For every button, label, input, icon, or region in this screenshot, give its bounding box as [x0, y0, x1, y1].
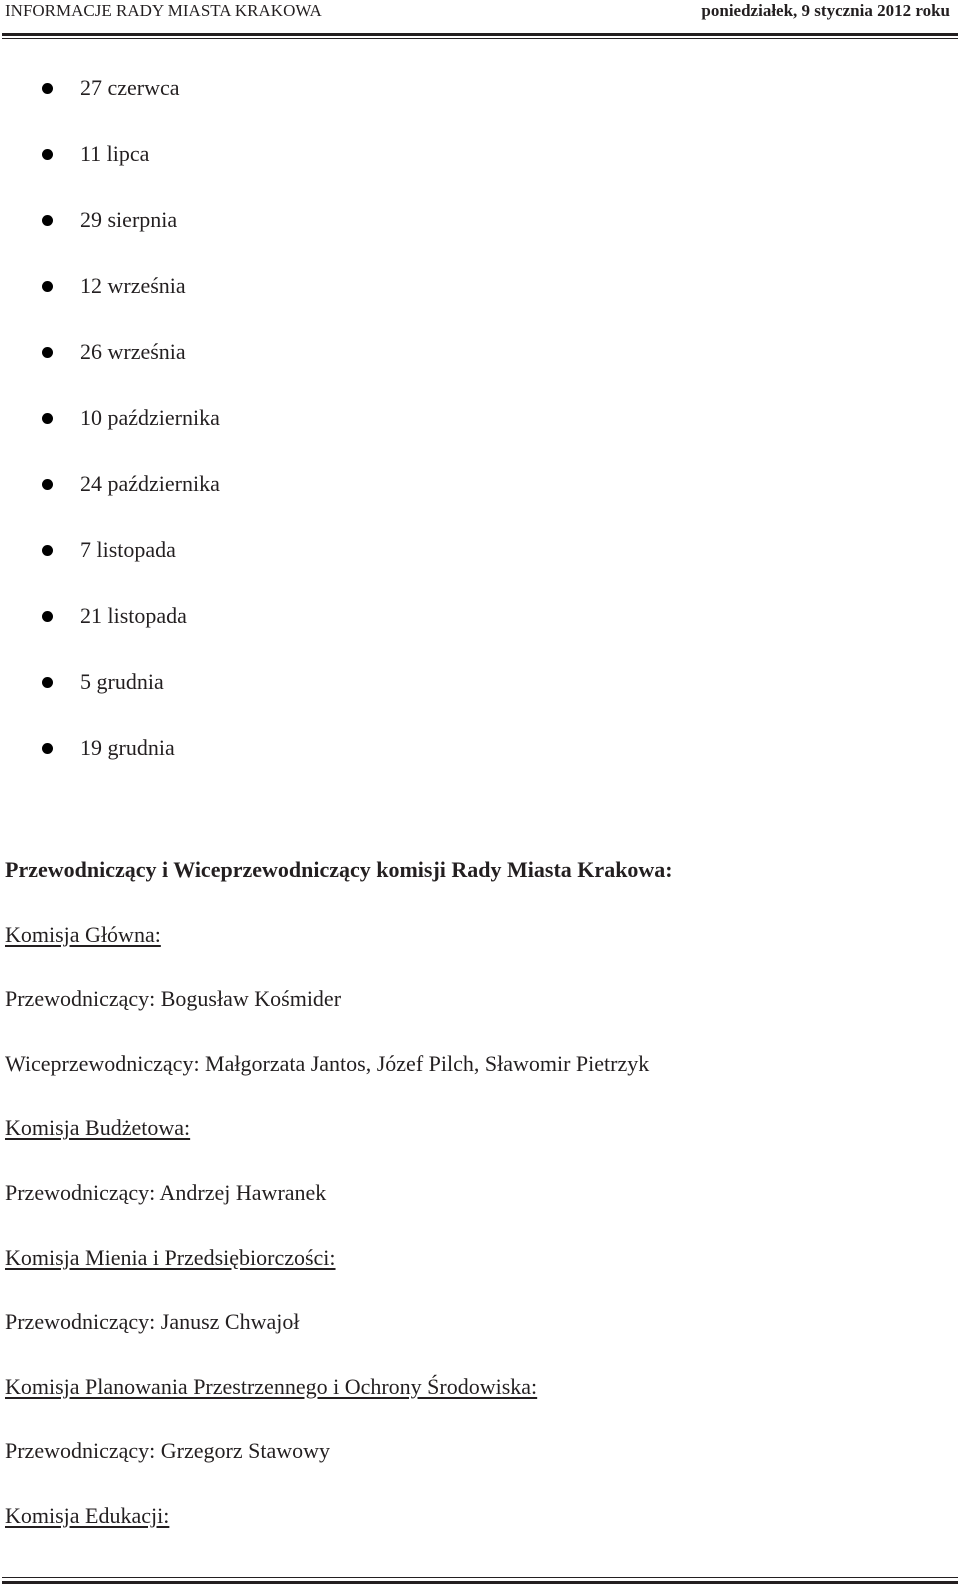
bullet-icon [42, 215, 53, 226]
date-text: 29 sierpnia [80, 207, 178, 232]
officers-text: Przewodniczący: Bogusław Kośmider [5, 986, 342, 1012]
date-text: 27 czerwca [80, 75, 180, 100]
committee-name [5, 1494, 945, 1559]
bullet-icon [42, 743, 53, 754]
committee-name [5, 913, 945, 978]
bullet-icon [42, 677, 53, 688]
bullet-icon [42, 347, 53, 358]
committee-name [5, 1106, 945, 1171]
header-rule [2, 33, 958, 36]
bullet-icon [42, 83, 53, 94]
bullet-icon [42, 545, 53, 556]
committee-name-text: Komisja Mienia i Przedsiębiorczości: [5, 1244, 336, 1270]
date-text: 11 lipca [80, 141, 150, 166]
date-text: 12 września [80, 273, 186, 298]
date-text: 5 grudnia [80, 669, 164, 694]
header-date: poniedziałek, 9 stycznia 2012 roku [701, 1, 950, 20]
committee-name-text: Komisja Planowania Przestrzennego i Ochrony Środowiska: [5, 1373, 538, 1399]
bullet-icon [42, 281, 53, 292]
footer-rule-thin [2, 1577, 958, 1578]
committee-officers [5, 977, 945, 1042]
footer-rule [2, 1581, 958, 1584]
committee-name-text: Komisja Główna: [5, 921, 161, 947]
header-publication-title: INFORMACJE RADY MIASTA KRAKOWA [5, 1, 322, 20]
committee-name [5, 1365, 945, 1430]
committees-lines [5, 913, 945, 1559]
committee-name-text: Komisja Budżetowa: [5, 1115, 191, 1141]
committees-heading: Przewodniczący i Wiceprzewodniczący komisji Rady Miasta Krakowa: [5, 857, 673, 882]
officers-text: Przewodniczący: Janusz Chwajoł [5, 1309, 300, 1335]
date-text: 7 listopada [80, 537, 176, 562]
officers-text: Przewodniczący: Grzegorz Stawowy [5, 1438, 330, 1464]
committee-officers [5, 1042, 945, 1107]
date-text: 26 września [80, 339, 186, 364]
officers-text: Wiceprzewodniczący: Małgorzata Jantos, Józef Pilch, Sławomir Pietrzyk [5, 1050, 650, 1076]
page-header [0, 0, 960, 38]
bullet-icon [42, 611, 53, 622]
date-text: 10 października [80, 405, 220, 430]
date-text: 19 grudnia [80, 735, 175, 760]
committees-section [5, 848, 945, 1559]
bullet-icon [42, 149, 53, 160]
committee-officers [5, 1171, 945, 1236]
header-rule-thin [2, 38, 958, 39]
date-text: 24 października [80, 471, 220, 496]
committee-name [5, 1236, 945, 1301]
bullet-icon [42, 413, 53, 424]
committee-officers [5, 1429, 945, 1494]
officers-text: Przewodniczący: Andrzej Hawranek [5, 1179, 327, 1205]
bullet-icon [42, 479, 53, 490]
date-text: 21 listopada [80, 603, 187, 628]
committee-name-text: Komisja Edukacji: [5, 1502, 170, 1528]
committee-officers [5, 1300, 945, 1365]
